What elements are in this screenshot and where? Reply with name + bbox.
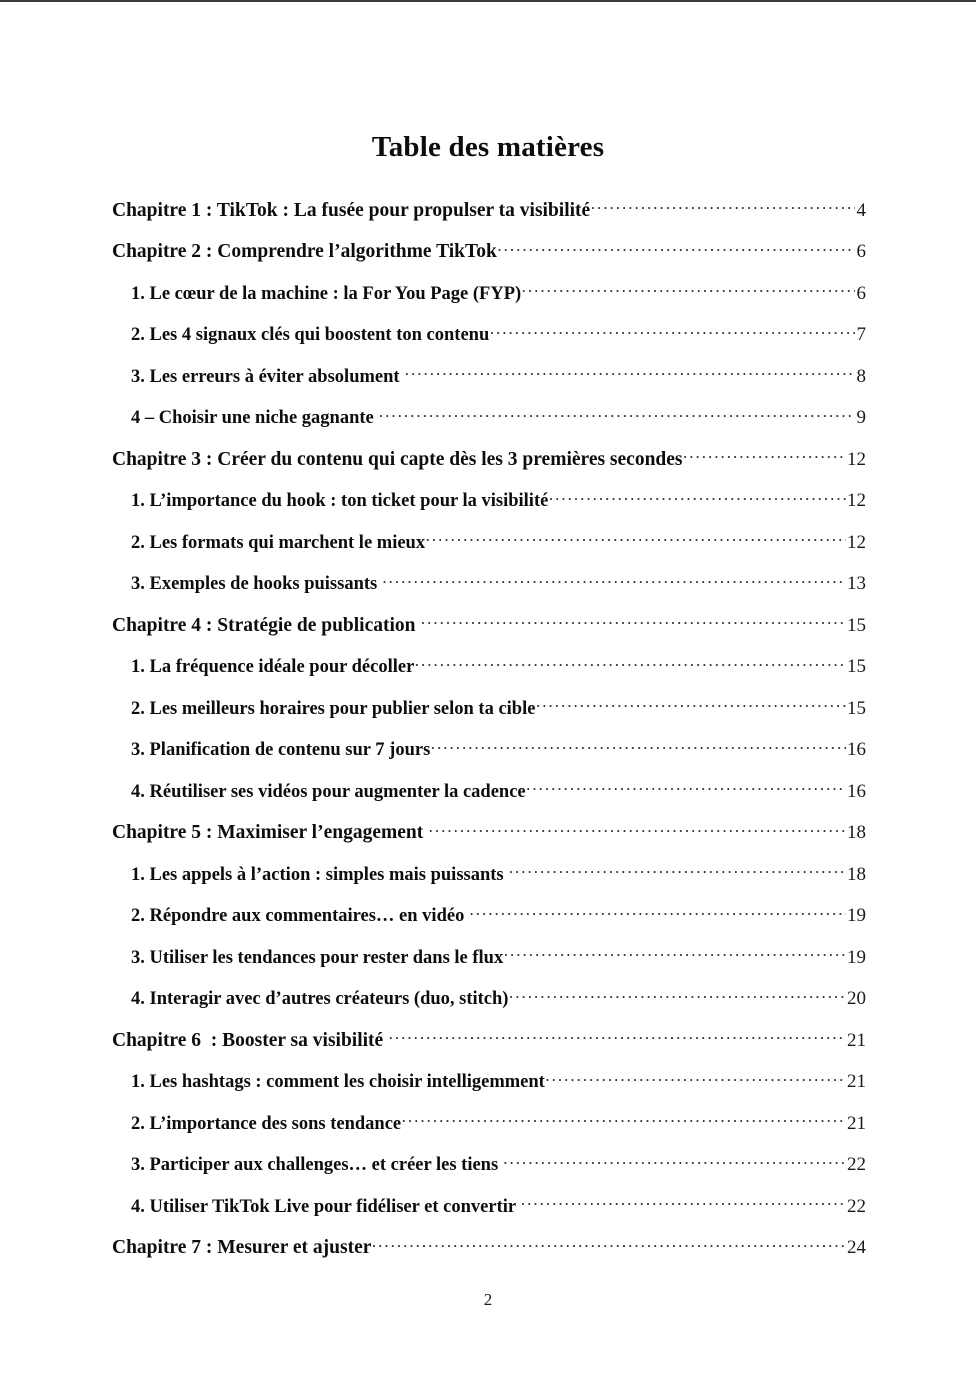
toc-dot-leader bbox=[549, 487, 846, 507]
toc-dot-leader bbox=[429, 819, 846, 839]
toc-entry-page-number: 15 bbox=[847, 697, 866, 719]
toc-dot-leader bbox=[431, 736, 846, 756]
toc-entry-label: 1. La fréquence idéale pour décoller bbox=[131, 657, 415, 677]
toc-entry[interactable] bbox=[112, 943, 866, 985]
toc-entry[interactable] bbox=[112, 694, 866, 736]
toc-dot-leader bbox=[469, 902, 845, 922]
toc-dot-leader bbox=[402, 1109, 846, 1129]
toc-dot-leader bbox=[536, 694, 846, 714]
toc-dot-leader bbox=[509, 860, 846, 880]
toc-entry-label: Chapitre 5 : Maximiser l’engagement bbox=[112, 822, 429, 843]
toc-entry[interactable] bbox=[112, 362, 866, 404]
toc-entry-label: 2. Les formats qui marchent le mieux bbox=[131, 532, 426, 553]
toc-entry-page-number: 15 bbox=[847, 614, 866, 636]
toc-entry-label: 2. L’importance des sons tendance bbox=[131, 1113, 402, 1134]
toc-entry-page-number: 6 bbox=[856, 241, 866, 262]
toc-entry-label: Chapitre 2 : Comprendre l’algorithme TikTok bbox=[112, 241, 497, 262]
toc-entry[interactable] bbox=[112, 611, 866, 653]
toc-entry[interactable] bbox=[112, 1068, 866, 1110]
toc-entry-page-number: 12 bbox=[847, 490, 866, 511]
toc-entry-page-number: 12 bbox=[847, 531, 866, 553]
toc-entry-page-number: 20 bbox=[847, 988, 866, 1009]
toc-entry[interactable] bbox=[112, 570, 866, 612]
toc-entry-label: 1. Le cœur de la machine : la For You Page (FYP) bbox=[131, 283, 522, 304]
toc-entry[interactable] bbox=[112, 902, 866, 944]
toc-entry-label: 4. Interagir avec d’autres créateurs (duo, stitch) bbox=[131, 989, 509, 1009]
toc-entry-page-number: 4 bbox=[856, 199, 866, 221]
toc-entry-page-number: 6 bbox=[856, 282, 866, 304]
toc-dot-leader bbox=[421, 611, 846, 631]
toc-entry-page-number: 22 bbox=[847, 1195, 866, 1217]
toc-entry-label: 3. Les erreurs à éviter absolument bbox=[131, 366, 405, 387]
toc-dot-leader bbox=[522, 279, 855, 299]
toc-entry-page-number: 18 bbox=[847, 822, 866, 843]
toc-entry-page-number: 7 bbox=[856, 324, 866, 345]
toc-entry[interactable] bbox=[112, 736, 866, 778]
page-title: Table des matières bbox=[371, 131, 605, 164]
toc-entry-page-number: 16 bbox=[847, 780, 866, 802]
toc-entry-page-number: 22 bbox=[847, 1154, 866, 1175]
toc-entry-page-number: 15 bbox=[847, 656, 866, 677]
toc-entry-label: Chapitre 6 : Booster sa visibilité bbox=[112, 1029, 389, 1051]
toc-entry-label: Chapitre 7 : Mesurer et ajuster bbox=[112, 1237, 372, 1258]
toc-entry[interactable] bbox=[112, 528, 866, 570]
table-of-contents-list bbox=[112, 196, 866, 1275]
toc-dot-leader bbox=[490, 321, 855, 341]
toc-dot-leader bbox=[372, 1234, 846, 1254]
toc-dot-leader bbox=[526, 777, 845, 797]
toc-entry-label: 3. Utiliser les tendances pour rester dans le flux bbox=[131, 947, 504, 968]
toc-entry[interactable] bbox=[112, 985, 866, 1027]
toc-entry[interactable] bbox=[112, 238, 866, 280]
page-top-border bbox=[0, 0, 976, 2]
toc-entry-label: 3. Planification de contenu sur 7 jours bbox=[131, 740, 431, 760]
toc-entry-page-number: 21 bbox=[847, 1112, 866, 1134]
toc-entry-label: 3. Participer aux challenges… et créer les tiens bbox=[131, 1155, 503, 1175]
toc-entry[interactable] bbox=[112, 1192, 866, 1234]
toc-dot-leader bbox=[426, 528, 846, 548]
toc-entry-page-number: 24 bbox=[847, 1237, 866, 1258]
toc-entry-page-number: 8 bbox=[856, 365, 866, 387]
toc-entry-label: Chapitre 3 : Créer du contenu qui capte dès les 3 premières secondes bbox=[112, 448, 683, 470]
toc-entry-label: 1. Les hashtags : comment les choisir intelligemment bbox=[131, 1072, 545, 1092]
toc-entry[interactable] bbox=[112, 653, 866, 695]
toc-entry-label: 1. L’importance du hook : ton ticket pour la visibilité bbox=[131, 491, 549, 511]
toc-entry-label: Chapitre 4 : Stratégie de publication bbox=[112, 614, 421, 636]
toc-entry-page-number: 13 bbox=[847, 573, 866, 594]
toc-entry-page-number: 19 bbox=[847, 905, 866, 926]
toc-entry-page-number: 21 bbox=[847, 1029, 866, 1051]
toc-dot-leader bbox=[509, 985, 846, 1005]
toc-dot-leader bbox=[591, 196, 855, 216]
toc-entry-label: 3. Exemples de hooks puissants bbox=[131, 574, 382, 594]
toc-entry-label: 4. Réutiliser ses vidéos pour augmenter la cadence bbox=[131, 781, 526, 802]
toc-dot-leader bbox=[503, 1151, 845, 1171]
toc-entry-label: Chapitre 1 : TikTok : La fusée pour propulser ta visibilité bbox=[112, 199, 591, 221]
toc-entry-page-number: 12 bbox=[847, 448, 866, 470]
toc-entry[interactable] bbox=[112, 1026, 866, 1068]
toc-entry-page-number: 21 bbox=[847, 1071, 866, 1092]
footer-page-number: 2 bbox=[483, 1290, 493, 1309]
toc-dot-leader bbox=[683, 445, 845, 465]
toc-entry-page-number: 19 bbox=[847, 946, 866, 968]
toc-entry[interactable] bbox=[112, 1109, 866, 1151]
toc-entry[interactable] bbox=[112, 279, 866, 321]
toc-dot-leader bbox=[379, 404, 855, 424]
toc-dot-leader bbox=[405, 362, 855, 382]
toc-entry[interactable] bbox=[112, 445, 866, 487]
toc-entry[interactable] bbox=[112, 487, 866, 529]
toc-entry-page-number: 9 bbox=[856, 407, 866, 428]
toc-entry-page-number: 18 bbox=[847, 863, 866, 885]
toc-dot-leader bbox=[504, 943, 846, 963]
toc-entry-label: 2. Les 4 signaux clés qui boostent ton contenu bbox=[131, 325, 490, 345]
toc-dot-leader bbox=[389, 1026, 846, 1046]
toc-entry[interactable] bbox=[112, 1151, 866, 1193]
toc-entry-label: 1. Les appels à l’action : simples mais puissants bbox=[131, 864, 509, 885]
toc-dot-leader bbox=[545, 1068, 845, 1088]
toc-entry[interactable] bbox=[112, 321, 866, 363]
toc-entry[interactable] bbox=[112, 196, 866, 238]
toc-entry-label: 4 – Choisir une niche gagnante bbox=[131, 408, 379, 428]
toc-dot-leader bbox=[415, 653, 846, 673]
toc-entry-page-number: 16 bbox=[847, 739, 866, 760]
toc-entry-label: 2. Les meilleurs horaires pour publier selon ta cible bbox=[131, 698, 536, 719]
toc-entry[interactable] bbox=[112, 860, 866, 902]
toc-entry[interactable] bbox=[112, 777, 866, 819]
toc-entry[interactable] bbox=[112, 1234, 866, 1276]
toc-entry[interactable] bbox=[112, 819, 866, 861]
toc-dot-leader bbox=[497, 238, 855, 258]
toc-entry-label: 4. Utiliser TikTok Live pour fidéliser et convertir bbox=[131, 1196, 521, 1217]
toc-dot-leader bbox=[382, 570, 845, 590]
toc-entry-label: 2. Répondre aux commentaires… en vidéo bbox=[131, 906, 469, 926]
toc-dot-leader bbox=[521, 1192, 846, 1212]
toc-entry[interactable] bbox=[112, 404, 866, 446]
